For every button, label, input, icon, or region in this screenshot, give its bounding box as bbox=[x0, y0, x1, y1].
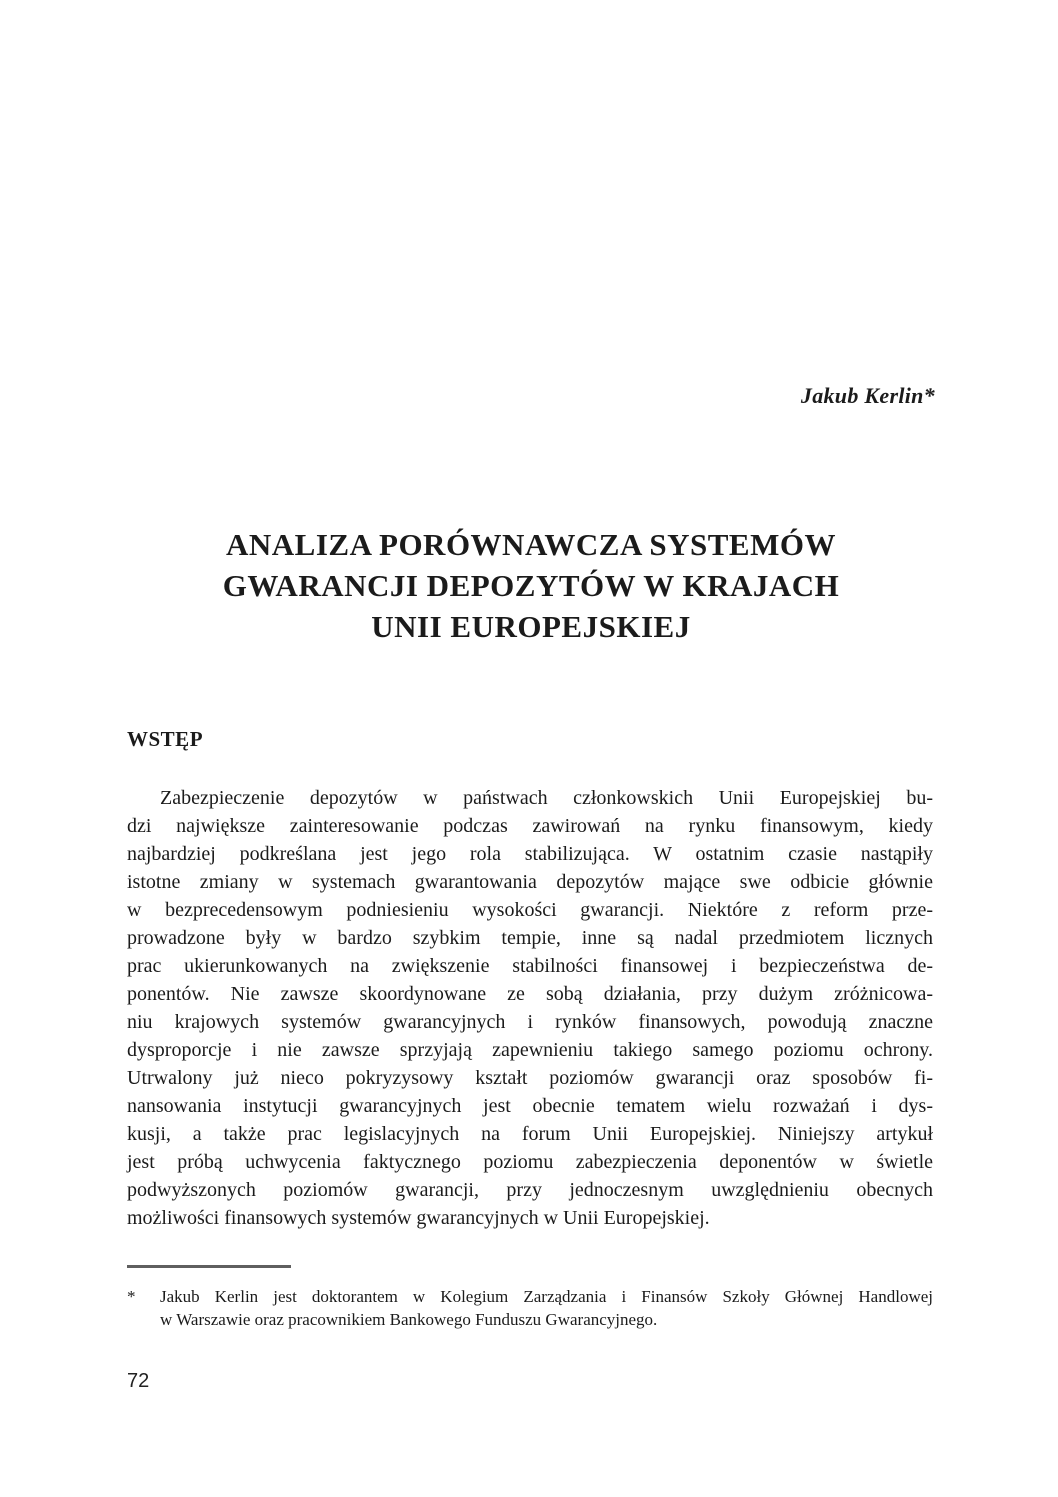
footnote-marker: * bbox=[127, 1287, 136, 1306]
body-line: Utrwalony już nieco pokryzysowy kształt poziomów gwarancji oraz sposobów fi- bbox=[127, 1067, 933, 1089]
body-line: możliwości finansowych systemów gwarancyjnych w Unii Europejskiej. bbox=[127, 1207, 710, 1229]
body-line: niu krajowych systemów gwarancyjnych i rynków finansowych, powodują znaczne bbox=[127, 1011, 933, 1033]
body-line: nansowania instytucji gwarancyjnych jest obecnie tematem wielu rozważań i dys- bbox=[127, 1095, 933, 1117]
body-line: Zabezpieczenie depozytów w państwach członkowskich Unii Europejskiej bu- bbox=[160, 787, 933, 809]
section-heading-wstep: WSTĘP bbox=[127, 727, 204, 751]
body-line: istotne zmiany w systemach gwarantowania depozytów mające swe odbicie głównie bbox=[127, 871, 933, 893]
article-title-line: ANALIZA PORÓWNAWCZA SYSTEMÓW bbox=[226, 527, 836, 562]
body-line: prac ukierunkowanych na zwiększenie stabilności finansowej i bezpieczeństwa de- bbox=[127, 955, 933, 977]
body-line: w bezprecedensowym podniesieniu wysokości gwarancji. Niektóre z reform prze- bbox=[127, 899, 933, 921]
body-line: ponentów. Nie zawsze skoordynowane ze sobą działania, przy dużym zróżnicowa- bbox=[127, 983, 933, 1005]
article-title-line: UNII EUROPEJSKIEJ bbox=[371, 609, 691, 644]
page-number: 72 bbox=[127, 1370, 150, 1392]
article-title-line: GWARANCJI DEPOZYTÓW W KRAJACH bbox=[222, 568, 840, 603]
body-line: dzi największe zainteresowanie podczas zawirowań na rynku finansowym, kiedy bbox=[127, 815, 933, 837]
body-line: podwyższonych poziomów gwarancji, przy jednoczesnym uwzględnieniu obecnych bbox=[127, 1179, 933, 1201]
body-line: prowadzone były w bardzo szybkim tempie, inne są nadal przedmiotem licznych bbox=[127, 927, 933, 949]
body-line: dysproporcje i nie zawsze sprzyjają zapewnieniu takiego samego poziomu ochrony. bbox=[127, 1039, 933, 1061]
body-paragraph bbox=[127, 784, 933, 1232]
body-line: kusji, a także prac legislacyjnych na forum Unii Europejskiej. Niniejszy artykuł bbox=[127, 1123, 933, 1145]
footnote-text bbox=[160, 1285, 933, 1331]
footnote-line: w Warszawie oraz pracownikiem Bankowego Funduszu Gwarancyjnego. bbox=[160, 1310, 658, 1329]
article-title bbox=[127, 524, 935, 647]
author-byline: Jakub Kerlin* bbox=[800, 383, 935, 408]
body-line: najbardziej podkreślana jest jego rola stabilizująca. W ostatnim czasie nastąpiły bbox=[127, 843, 933, 865]
body-line: jest próbą uchwycenia faktycznego poziomu zabezpieczenia deponentów w świetle bbox=[127, 1151, 933, 1173]
footnote-rule bbox=[127, 1265, 291, 1268]
footnote bbox=[127, 1285, 933, 1331]
footnote-line: Jakub Kerlin jest doktorantem w Kolegium Zarządzania i Finansów Szkoły Głównej Handlowej bbox=[160, 1287, 933, 1306]
